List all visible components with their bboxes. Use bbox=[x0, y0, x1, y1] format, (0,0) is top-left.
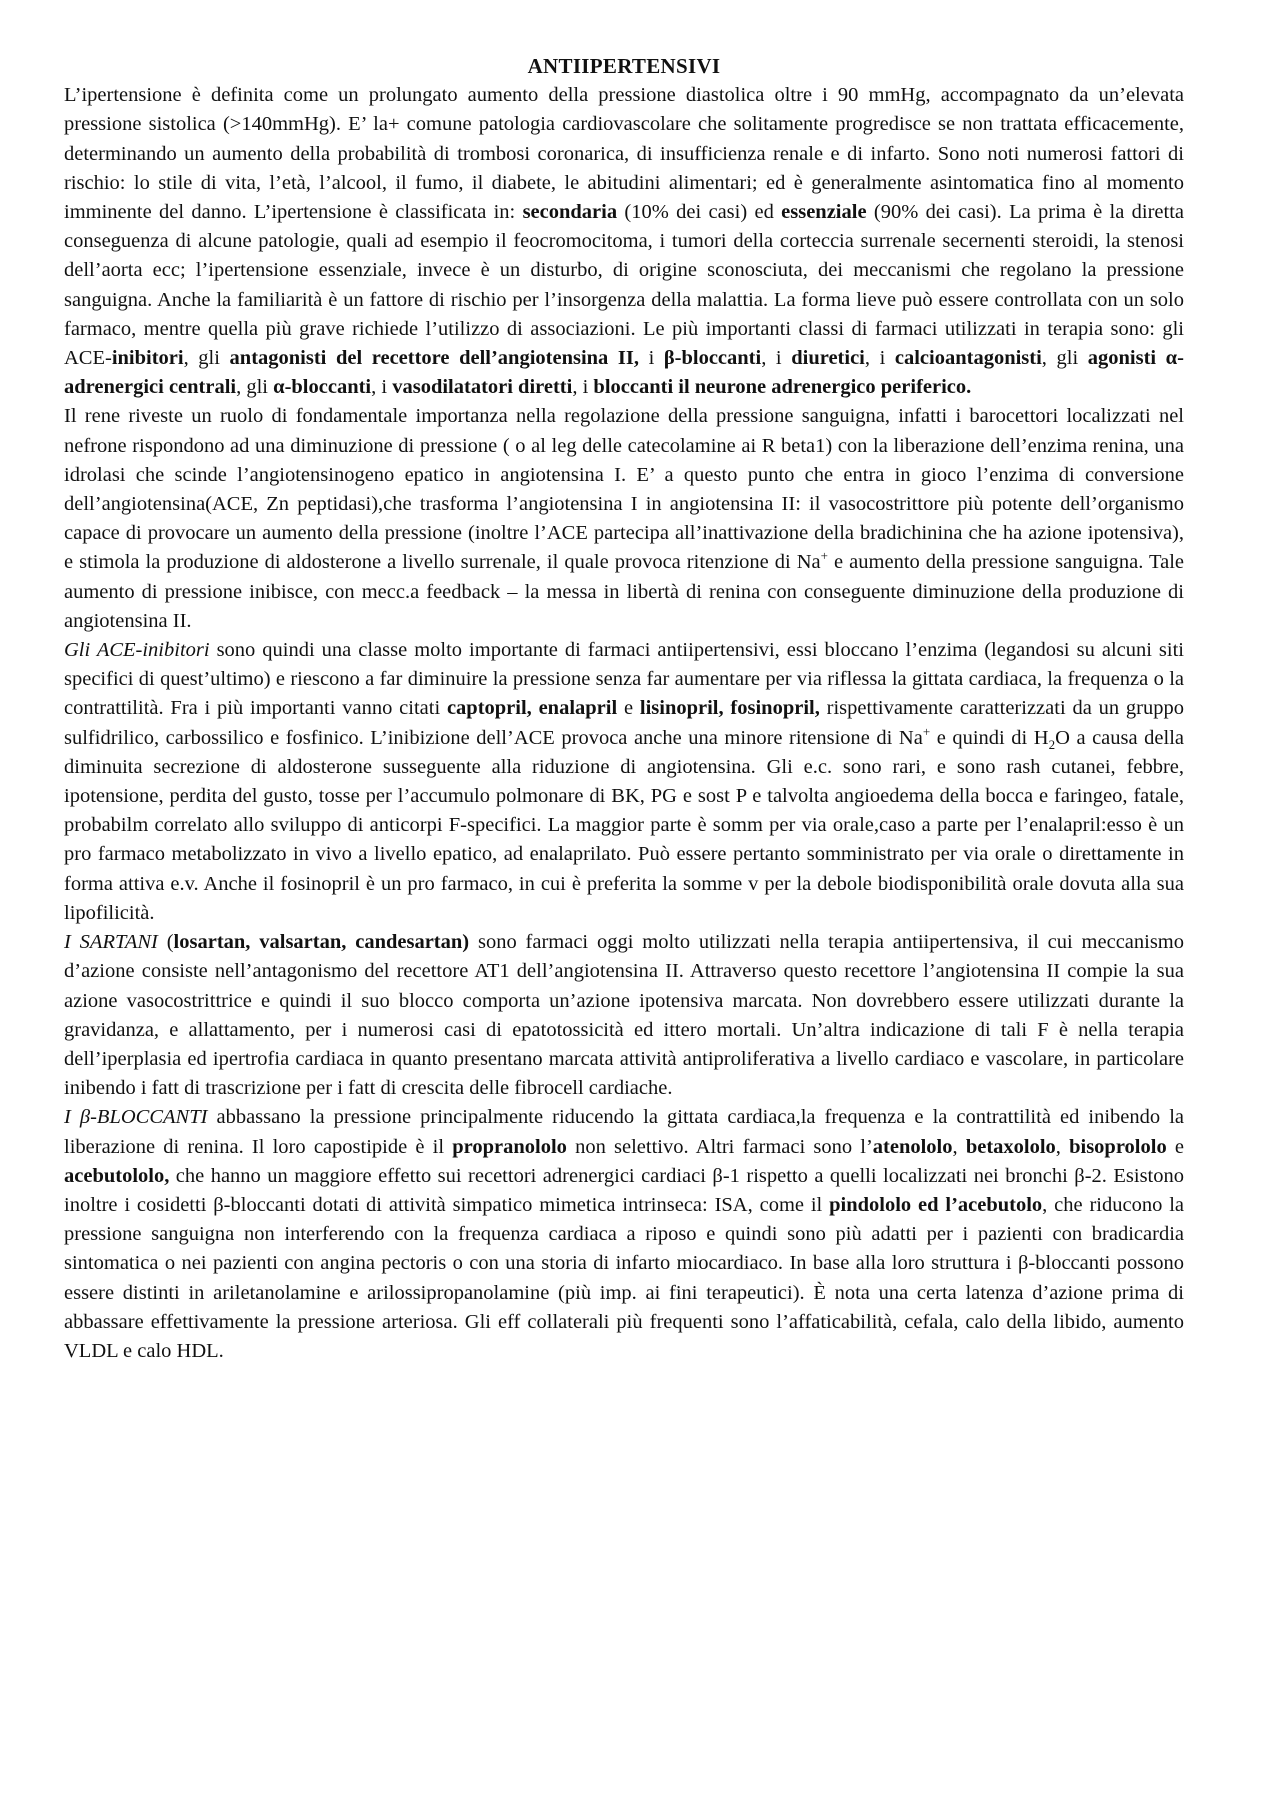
paragraph-beta-blockers: I β-BLOCCANTI abbassano la pressione principalmente riducendo la gittata cardiaca,la frequenza e la contrattilità ed inibendo la liberazione di renina. Il loro capostipide è il propranololo non selettivo. Altri farmaci sono l’atenololo, betaxololo, bisoprololo e acebutololo, che hanno un maggiore effetto sui recettori adrenergici cardiaci β-1 rispetto a quelli localizzati nei bronchi β-2. Esistono inoltre i cosidetti β-bloccanti dotati di attività simpatico mimetica intrinseca: ISA, come il pindololo ed l’acebutolo, che riducono la pressione sanguigna non interferendo con la frequenza cardiaca a riposo e quindi sono più adatti per i pazienti con bradicardia sintomatica o nei pazienti con angina pectoris o con una storia di infarto miocardiaco. In base alla loro struttura i β-bloccanti possono essere distinti in ariletanolamine e arilossipropanolamine (più imp. ai fini terapeutici). È nota una certa latenza d’azione prima di abbassare effettivamente la pressione arteriosa. Gli eff collaterali più frequenti sono l’affaticabilità, cefala, calo della libido, aumento VLDL e calo HDL. bbox=[64, 1106, 1184, 1362]
paragraph-sartani: I SARTANI (losartan, valsartan, candesartan) sono farmaci oggi molto utilizzati nella terapia antiipertensiva, il cui meccanismo d’azione consiste nell’antagonismo del recettore AT1 dell’angiotensina II. Attraverso questo recettore l’angiotensina II compie la sua azione vasocostrittrice e quindi il suo blocco comporta un’azione ipotensiva marcata. Non dovrebbero essere utilizzati durante la gravidanza, e allattamento, per i numerosi casi di epatotossicità ed ittero mortali. Un’altra indicazione di tali F è nella terapia dell’iperplasia ed ipertrofia cardiaca in quanto presentano marcata attività antiproliferativa a livello cardiaco e vascolare, in particolare inibendo i fatt di trascrizione per i fatt di crescita delle fibrocell cardiache. bbox=[64, 931, 1185, 1100]
document-page bbox=[64, 52, 1184, 1366]
paragraph-intro: L’ipertensione è definita come un prolungato aumento della pressione diastolica oltre i 90 mmHg, accompagnato da un’elevata pressione sistolica (>140mmHg). E’ la+ comune patologia cardiovascolare che solitamente progredisce se non trattata efficacemente, determinando un aumento della probabilità di trombosi coronarica, di insufficienza renale e di infarto. Sono noti numerosi fattori di rischio: lo stile di vita, l’età, l’alcool, il fumo, il diabete, le abitudini alimentari; ed è generalmente asintomatica fino al momento imminente del danno. L’ipertensione è classificata in: secondaria (10% dei casi) ed essenziale (90% dei casi). La prima è la diretta conseguenza di alcune patologie, quali ad esempio il feocromocitoma, i tumori della corteccia surrenale secernenti steroidi, la stenosi dell’aorta ecc; l’ipertensione essenziale, invece è un disturbo, di origine sconosciuta, dei meccanismi che regolano la pressione sanguigna. Anche la familiarità è un fattore di rischio per l’insorgenza della malattia. La forma lieve può essere controllata con un solo farmaco, mentre quella più grave richiede l’utilizzo di associazioni. Le più importanti classi di farmaci utilizzati in terapia sono: gli ACE-inibitori, gli antagonisti del recettore dell’angiotensina II, i β-bloccanti, i diuretici, i calcioantagonisti, gli agonisti α-adrenergici centrali, gli α-bloccanti, i vasodilatatori diretti, i bloccanti il neurone adrenergico periferico. bbox=[64, 84, 1185, 399]
paragraph-ace-inhibitors: Gli ACE-inibitori sono quindi una classe molto importante di farmaci antiipertensivi, essi bloccano l’enzima (legandosi su alcuni siti specifici di quest’ultimo) e riescono a far diminuire la pressione senza far aumentare per via riflessa la gittata cardiaca, la frequenza o la contrattilità. Fra i più importanti vanno citati captopril, enalapril e lisinopril, fosinopril, rispettivamente caratterizzati da un gruppo sulfidrilico, carbossilico e fosfinico. L’inibizione dell’ACE provoca anche una minore ritensione di Na+ e quindi di $H_2O$ a causa della diminuita secrezione di aldosterone susseguente alla riduzione di angiotensina. Gli e.c. sono rari, e sono rash cutanei, febbre, ipotensione, perdita del gusto, tosse per l’accumulo polmonare di BK, PG e sost P e talvolta angioedema della bocca e faringeo, fatale, probabilm correlato allo sviluppo di anticorpi F-specifici. La maggior parte è somm per via orale,caso a parte per l’enalapril:esso è un pro farmaco metabolizzato in vivo a livello epatico, ad enalaprilato. Può essere pertanto somministrato per via orale o direttamente in forma attiva e.v. Anche il fosinopril è un pro farmaco, in cui è preferita la somme v per la debole biodisponibilità orale dovuta alla sua lipofilicità. bbox=[64, 639, 1184, 924]
document-title: ANTIIPERTENSIVI bbox=[527, 54, 721, 78]
paragraph-renin: Il rene riveste un ruolo di fondamentale importanza nella regolazione della pressione sanguigna, infatti i barocettori localizzati nel nefrone rispondono ad una diminuzione di pressione ( o al leg delle catecolamine ai R beta1) con la liberazione dell’enzima renina, una idrolasi che scinde l’angiotensinogeno epatico in angiotensina I. E’ a questo punto che entra in gioco l’enzima di conversione dell’angiotensina(ACE, Zn peptidasi),che trasforma l’angiotensina I in angiotensina II: il vasocostrittore più potente dell’organismo capace di provocare un aumento della pressione (inoltre l’ACE partecipa all’inattivazione della bradichinina che ha azione ipotensiva), e stimola la produzione di aldosterone a livello surrenale, il quale provoca ritenzione di Na+ e aumento della pressione sanguigna. Tale aumento di pressione inibisce, con mecc.a feedback – la messa in libertà di renina con conseguente diminuzione della produzione di angiotensina II. bbox=[64, 405, 1185, 632]
